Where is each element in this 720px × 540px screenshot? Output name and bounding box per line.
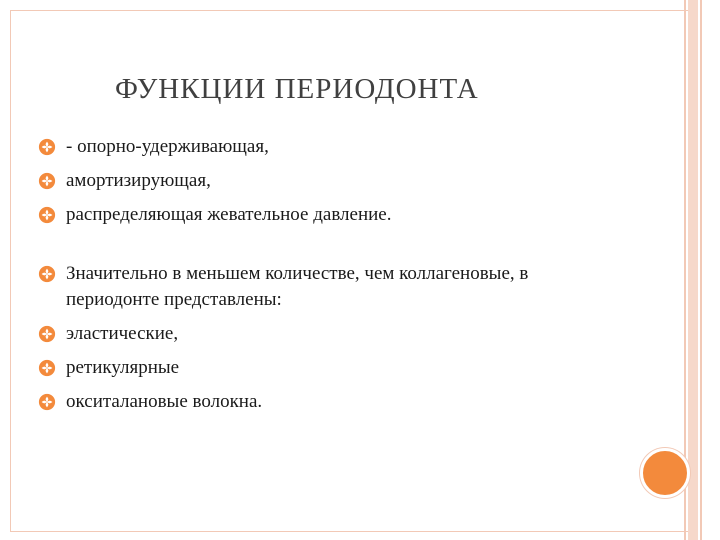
- flower-bullet-icon: [38, 265, 56, 283]
- list-item-text: окситалановые волокна.: [66, 391, 263, 412]
- flower-bullet-icon: [38, 138, 56, 156]
- flower-bullet-icon: [38, 172, 56, 190]
- flower-bullet-icon: [38, 359, 56, 377]
- list-item: [38, 134, 638, 160]
- decorative-rail: [700, 0, 702, 540]
- list-item-text: распределяющая жевательное давление.: [66, 204, 392, 225]
- slide-title: ФУНКЦИИ ПЕРИОДОНТА: [115, 73, 479, 105]
- list-item: [38, 202, 638, 228]
- spacer: [38, 228, 638, 261]
- list-item: [38, 168, 638, 194]
- list-item: [38, 321, 638, 347]
- list-item: [38, 355, 638, 381]
- flower-bullet-icon: [38, 206, 56, 224]
- flower-bullet-icon: [38, 325, 56, 343]
- list-item: [38, 389, 638, 415]
- flower-bullet-icon: [38, 393, 56, 411]
- list-item: [38, 261, 586, 313]
- slide-content: [38, 134, 638, 415]
- list-item-text: эластические,: [66, 323, 179, 344]
- decorative-rail: [688, 0, 698, 540]
- list-item-text: - опорно-удерживающая,: [66, 136, 269, 157]
- list-item-text: ретикулярные: [66, 357, 180, 378]
- decorative-circle: [640, 448, 690, 498]
- list-item-text: амортизирующая,: [66, 170, 211, 191]
- list-item-text: Значительно в меньшем количестве, чем коллагеновые, в периодонте представлены:: [66, 263, 529, 310]
